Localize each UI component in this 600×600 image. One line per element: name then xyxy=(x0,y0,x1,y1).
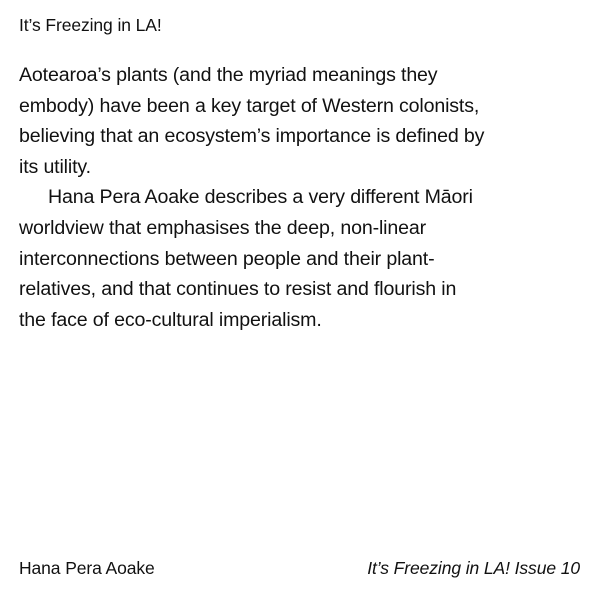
paragraph-line: its utility. xyxy=(19,155,91,178)
publication-issue: It’s Freezing in LA! Issue 10 xyxy=(367,558,580,578)
paragraph-line: worldview that emphasises the deep, non-linear xyxy=(19,216,426,239)
paragraph-line: embody) have been a key target of Western colonists, xyxy=(19,94,480,117)
paragraph-line: Hana Pera Aoake describes a very different Māori xyxy=(48,186,473,209)
paragraph-line: relatives, and that continues to resist and flourish in xyxy=(19,278,457,301)
masthead-title: It’s Freezing in LA! xyxy=(19,15,162,35)
paragraph-line: Aotearoa’s plants (and the myriad meanings they xyxy=(19,64,438,86)
paragraph-line: believing that an ecosystem’s importance is defined by xyxy=(19,125,485,148)
author-name: Hana Pera Aoake xyxy=(19,558,155,578)
paragraph-line: interconnections between people and their plant- xyxy=(19,247,435,270)
article-body xyxy=(19,60,584,335)
paragraph-line: the face of eco-cultural imperialism. xyxy=(19,308,322,331)
